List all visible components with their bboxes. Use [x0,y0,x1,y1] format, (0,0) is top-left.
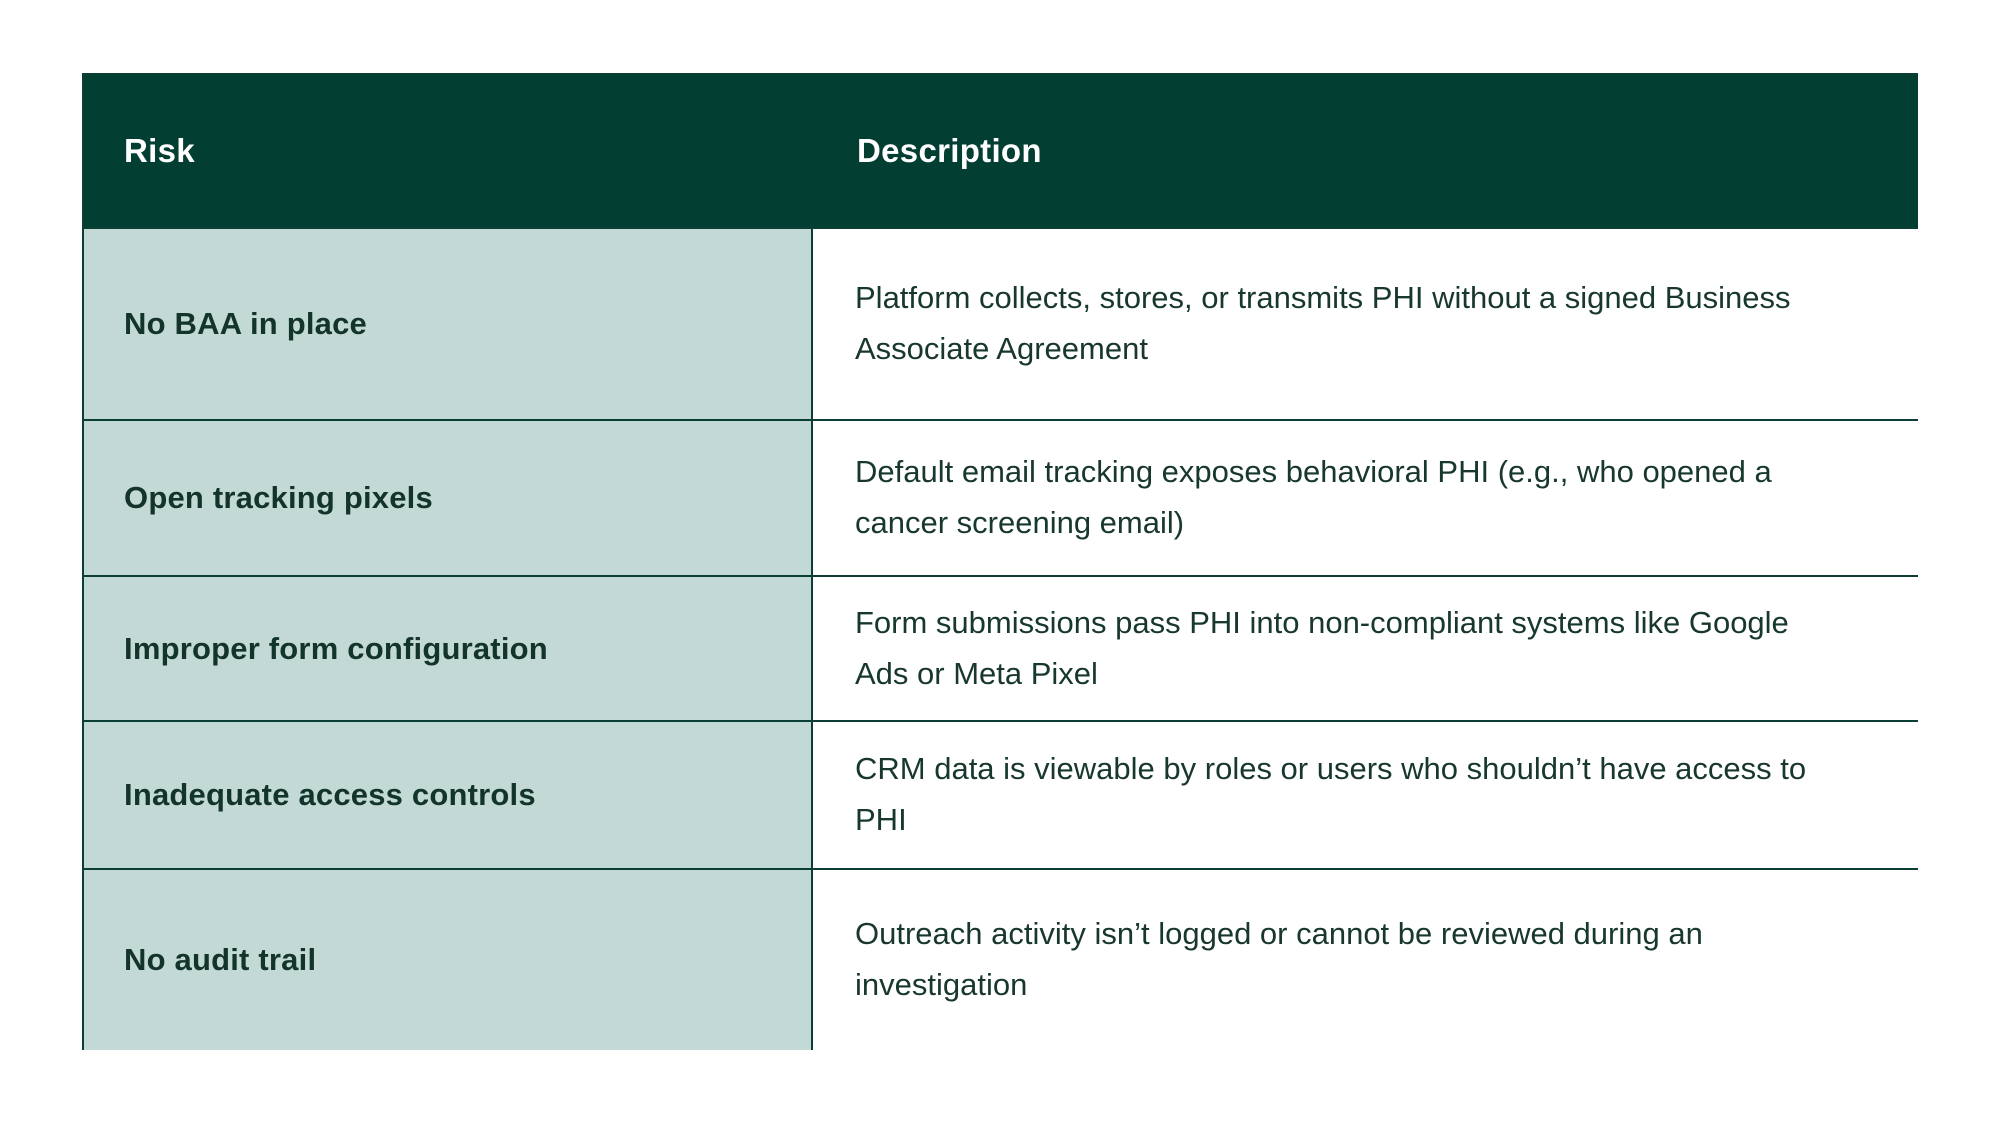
risk-label: No audit trail [124,942,317,977]
description-text: CRM data is viewable by roles or users who shouldn’t have access to PHI [855,751,1807,837]
risk-cell-no-baa [84,227,813,419]
risk-label: Open tracking pixels [124,480,433,515]
description-text: Default email tracking exposes behavioral PHI (e.g., who opened a cancer screening email) [855,454,1772,540]
risk-cell-form-configuration [84,575,813,720]
risk-label: No BAA in place [124,306,367,341]
description-cell-form-configuration [813,575,1918,720]
description-text: Platform collects, stores, or transmits PHI without a signed Business Associate Agreement [855,280,1791,366]
risk-label: Improper form configuration [124,630,548,666]
column-header-risk [84,75,813,227]
description-cell-access-controls [813,720,1918,868]
description-cell-tracking-pixels [813,419,1918,575]
column-header-risk-label: Risk [124,132,195,169]
column-header-description [813,75,1918,227]
risk-cell-tracking-pixels [84,419,813,575]
risk-cell-access-controls [84,720,813,868]
description-cell-no-baa [813,227,1918,419]
risk-description-table [82,73,1918,1050]
column-header-description-label: Description [857,132,1042,169]
risk-cell-audit-trail [84,868,813,1050]
description-cell-audit-trail [813,868,1918,1050]
description-text: Form submissions pass PHI into non-compliant systems like Google Ads or Meta Pixel [855,604,1789,691]
description-text: Outreach activity isn’t logged or cannot be reviewed during an investigation [855,916,1703,1002]
risk-label: Inadequate access controls [124,777,536,812]
